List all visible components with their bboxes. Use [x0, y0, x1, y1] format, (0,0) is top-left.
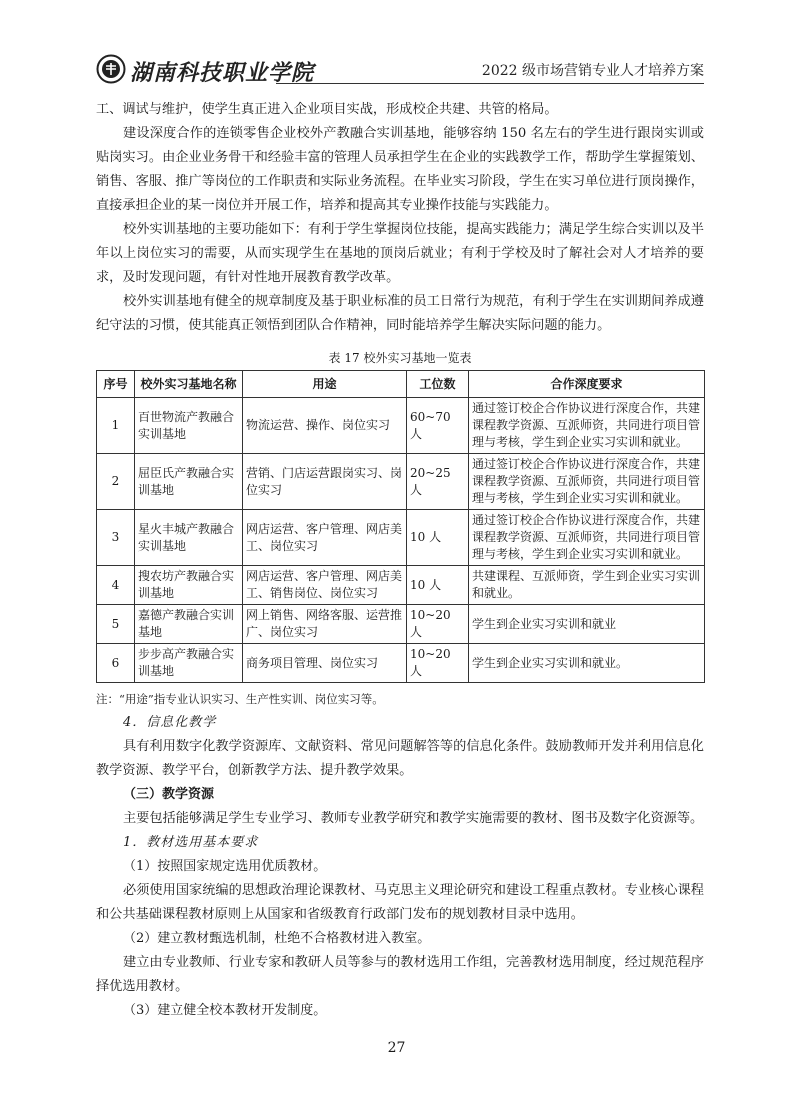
table-cell: 网店运营、客户管理、网店美工、销售岗位、岗位实习 — [243, 566, 407, 605]
table-cell: 商务项目管理、岗位实习 — [243, 644, 407, 683]
table-cell: 搜农坊产教融合实训基地 — [135, 566, 243, 605]
list-item: （1）按照国家规定选用优质教材。 — [123, 859, 327, 874]
table-cell: 百世物流产教融合实训基地 — [135, 398, 243, 454]
paragraph: 工、调试与维护，使学生真正进入企业项目实战，形成校企共建、共管的格局。 — [96, 102, 558, 117]
table-cell: 10 人 — [407, 510, 469, 566]
document-title: 2022 级市场营销专业人才培养方案 — [481, 63, 704, 79]
table-cell: 步步高产教融合实训基地 — [135, 644, 243, 683]
table-cell: 学生到企业实习实训和就业。 — [469, 644, 705, 683]
paragraph: 具有利用数字化教学资源库、文献资料、常见问题解答等的信息化条件。鼓励教师开发并利用信息化教学资源、教学平台，创新教学方法、提升教学效果。 — [96, 739, 704, 778]
table-cell: 1 — [97, 398, 135, 454]
table-cell: 3 — [97, 510, 135, 566]
subsection-heading: 1．教材选用基本要求 — [123, 835, 259, 850]
table-cell: 屈臣氏产教融合实训基地 — [135, 454, 243, 510]
column-header: 用途 — [243, 371, 407, 398]
table-caption: 表 17 校外实习基地一览表 — [328, 351, 472, 365]
table-row — [97, 510, 705, 566]
column-header: 校外实习基地名称 — [135, 371, 243, 398]
table-cell: 10~20 人 — [407, 605, 469, 644]
table-row — [97, 644, 705, 683]
page-number: 27 — [387, 1040, 406, 1056]
table-row — [97, 605, 705, 644]
college-name-calligraphy: 湖南科技职业学院 — [130, 60, 315, 86]
table-cell: 共建课程、互派师资，学生到企业实习实训和就业。 — [469, 566, 705, 605]
table-row — [97, 454, 705, 510]
page-body — [96, 98, 704, 1023]
table-cell: 6 — [97, 644, 135, 683]
page-header — [96, 54, 704, 86]
table-cell: 4 — [97, 566, 135, 605]
table-header-row — [97, 371, 705, 398]
table-cell: 10~20 人 — [407, 644, 469, 683]
table-cell: 学生到企业实习实训和就业 — [469, 605, 705, 644]
table-cell: 10 人 — [407, 566, 469, 605]
list-item: （2）建立教材甄选机制，杜绝不合格教材进入教室。 — [123, 931, 431, 946]
section-heading: （三）教学资源 — [123, 787, 215, 802]
table-cell: 通过签订校企合作协议进行深度合作，共建课程教学资源、互派师资，共同进行项目管理与考核，学生到企业实习实训和就业。 — [469, 510, 705, 566]
table-cell: 嘉德产教融合实训基地 — [135, 605, 243, 644]
table-row — [97, 398, 705, 454]
paragraph: 主要包括能够满足学生专业学习、教师专业教学研究和教学实施需要的教材、图书及数字化资源等。 — [123, 811, 704, 826]
paragraph: 建设深度合作的连锁零售企业校外产教融合实训基地，能够容纳 150 名左右的学生进行跟岗实训或贴岗实习。由企业业务骨干和经验丰富的管理人员承担学生在企业的实践教学工作，帮助学生掌握策划、销售、客服、推广等岗位的工作职责和实际业务流程。在毕业实习阶段，学生在实习单位进行顶岗操作，直接承担企业的某一岗位并开展工作，培养和提高其专业操作技能与实践能力。 — [96, 126, 704, 213]
table-cell: 营销、门店运营跟岗实习、岗位实习 — [243, 454, 407, 510]
paragraph: 校外实训基地的主要功能如下：有利于学生掌握岗位技能，提高实践能力；满足学生综合实训以及半年以上岗位实习的需要，从而实现学生在基地的顶岗后就业；有利于学校及时了解社会对人才培养的要求，及时发现问题，有针对性地开展教育教学改革。 — [96, 222, 704, 285]
table-cell: 网店运营、客户管理、网店美工、岗位实习 — [243, 510, 407, 566]
list-item: （3）建立健全校本教材开发制度。 — [123, 1003, 327, 1018]
college-logo-icon — [96, 54, 126, 84]
table-cell: 60~70 人 — [407, 398, 469, 454]
table-cell: 通过签订校企合作协议进行深度合作，共建课程教学资源、互派师资，共同进行项目管理与考核，学生到企业实习实训和就业。 — [469, 454, 705, 510]
table-note: 注：“用途”指专业认识实习、生产性实训、岗位实习等。 — [96, 692, 384, 706]
table-row — [97, 566, 705, 605]
table-cell: 通过签订校企合作协议进行深度合作，共建课程教学资源、互派师资，共同进行项目管理与考核，学生到企业实习实训和就业。 — [469, 398, 705, 454]
table-cell: 网上销售、网络客服、运营推广、岗位实习 — [243, 605, 407, 644]
subsection-heading: 4．信息化教学 — [123, 715, 217, 730]
table-cell: 物流运营、操作、岗位实习 — [243, 398, 407, 454]
table-cell: 2 — [97, 454, 135, 510]
column-header: 序号 — [97, 371, 135, 398]
table-cell: 20~25 人 — [407, 454, 469, 510]
table-cell: 5 — [97, 605, 135, 644]
paragraph: 必须使用国家统编的思想政治理论课教材、马克思主义理论研究和建设工程重点教材。专业核心课程和公共基础课程教材原则上从国家和省级教育行政部门发布的规划教材目录中选用。 — [96, 883, 704, 922]
column-header: 合作深度要求 — [469, 371, 705, 398]
column-header: 工位数 — [407, 371, 469, 398]
paragraph: 建立由专业教师、行业专家和教研人员等参与的教材选用工作组，完善教材选用制度，经过规范程序择优选用教材。 — [96, 955, 704, 994]
internship-base-table — [96, 370, 705, 683]
table-cell: 星火丰城产教融合实训基地 — [135, 510, 243, 566]
paragraph: 校外实训基地有健全的规章制度及基于职业标准的员工日常行为规范，有利于学生在实训期间养成遵纪守法的习惯，使其能真正领悟到团队合作精神，同时能培养学生解决实际问题的能力。 — [96, 294, 704, 333]
header-rule — [276, 83, 704, 84]
